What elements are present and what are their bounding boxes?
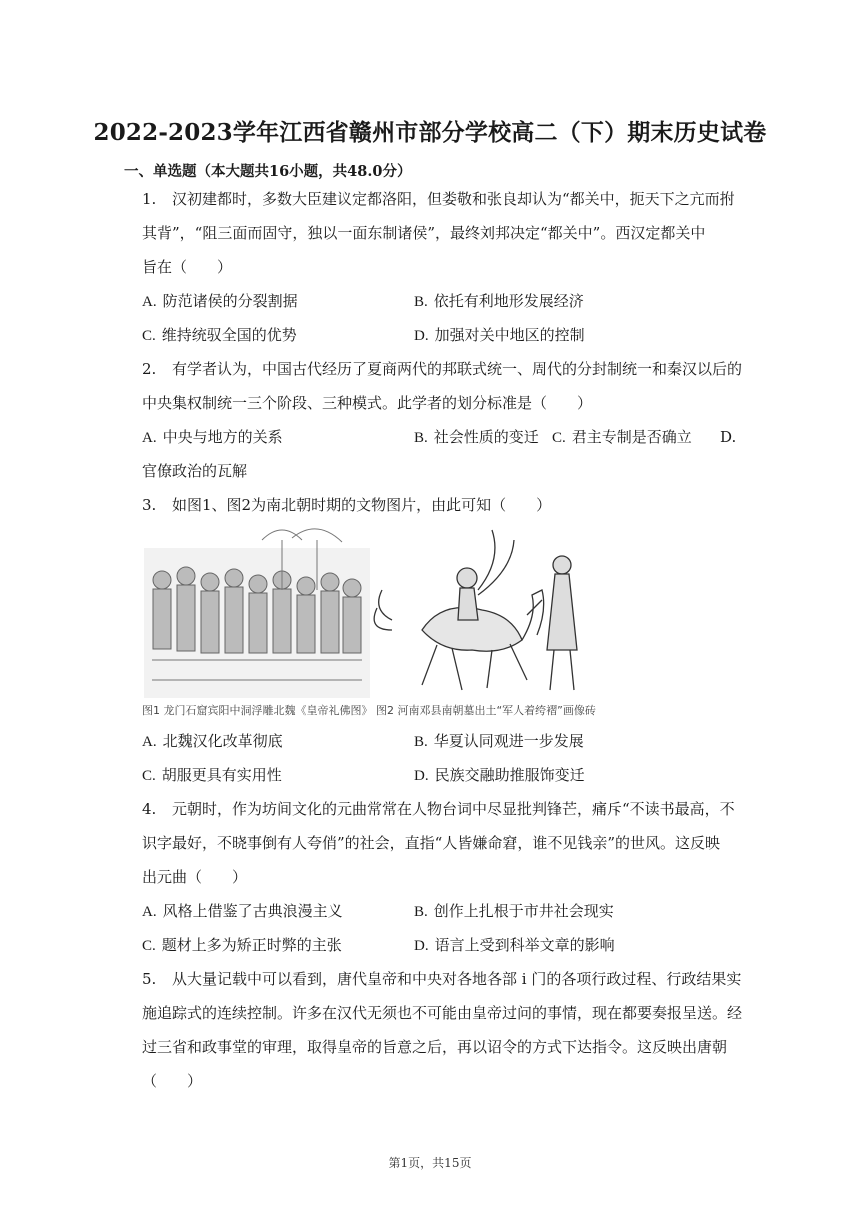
- question-5: [142, 962, 762, 1098]
- question-number: 1.: [142, 190, 157, 208]
- option-b[interactable]: B. 华夏认同观进一步发展: [414, 732, 584, 750]
- question-2: [142, 352, 762, 420]
- option-c[interactable]: C. 胡服更具有实用性: [142, 766, 282, 784]
- figure-2-relief: [374, 530, 577, 690]
- option-d[interactable]: D. 加强对关中地区的控制: [414, 326, 585, 344]
- question-text-line: （ ）: [142, 1072, 203, 1090]
- option-d[interactable]: D. 语言上受到科举文章的影响: [414, 936, 615, 954]
- question-number: 4.: [142, 800, 157, 818]
- question-number: 3.: [142, 496, 157, 514]
- question-3-options: [142, 724, 762, 792]
- question-4: [142, 792, 762, 894]
- question-number: 5.: [142, 970, 157, 988]
- page-footer: 第1页，共15页: [388, 1156, 472, 1170]
- question-4-options: [142, 894, 762, 962]
- relief-figures-image: [142, 520, 602, 720]
- question-text-line: 汉初建都时，多数大臣建议定都洛阳，但娄敬和张良却认为“都关中，扼天下之亢而拊: [172, 190, 735, 208]
- option-a[interactable]: A. 风格上借鉴了古典浪漫主义: [142, 902, 343, 920]
- option-a[interactable]: A. 北魏汉化改革彻底: [142, 732, 283, 750]
- question-text-line: 出元曲（ ）: [142, 868, 248, 886]
- option-d[interactable]: D. 民族交融助推服饰变迁: [414, 766, 585, 784]
- question-text-line: 识字最好，不晓事倒有人夸俏”的社会，直指“人皆嫌命窘，谁不见钱亲”的世风。这反映: [142, 834, 721, 852]
- option-a[interactable]: A. 防范诸侯的分裂割据: [142, 292, 298, 310]
- question-1: [142, 182, 762, 284]
- question-text-line: 从大量记载中可以看到，唐代皇帝和中央对各地各部 i 门的各项行政过程、行政结果实: [172, 970, 742, 988]
- option-d-label[interactable]: D.: [720, 428, 737, 446]
- question-1-options: [142, 284, 762, 352]
- question-2-options: [142, 420, 762, 488]
- question-text-line: 元朝时，作为坊间文化的元曲常常在人物台词中尽显批判锋芒，痛斥“不读书最高，不: [172, 800, 735, 818]
- question-text-line: 旨在（ ）: [142, 258, 233, 276]
- option-b[interactable]: B. 依托有利地形发展经济: [414, 292, 584, 310]
- question-text-line: 有学者认为，中国古代经历了夏商两代的邦联式统一、周代的分封制统一和秦汉以后的: [172, 360, 743, 378]
- question-text-line: 中央集权制统一三个阶段、三种模式。此学者的划分标准是（ ）: [142, 394, 593, 412]
- option-c[interactable]: C. 君主专制是否确立: [552, 428, 692, 446]
- figure-caption: 图1 龙门石窟宾阳中洞浮雕北魏《皇帝礼佛图》 图2 河南邓县南朝墓出土“军人着绔褶”画像砖: [142, 704, 596, 717]
- question-text-line: 施追踪式的连续控制。许多在汉代无须也不可能由皇帝过问的事情，现在都要奏报呈送。经: [142, 1004, 743, 1022]
- option-b[interactable]: B. 社会性质的变迁: [414, 428, 539, 446]
- option-d-text[interactable]: 官僚政治的瓦解: [142, 462, 248, 480]
- section-heading: 一、单选题（本大题共16小题，共48.0分）: [124, 163, 412, 180]
- option-a[interactable]: A. 中央与地方的关系: [142, 428, 283, 446]
- exam-title: 2022-2023学年江西省赣州市部分学校高二（下）期末历史试卷: [93, 119, 767, 146]
- figure-1-relief: [144, 529, 370, 698]
- question-3: [142, 488, 762, 522]
- question-text-line: 如图1、图2为南北朝时期的文物图片，由此可知（ ）: [172, 496, 552, 514]
- option-b[interactable]: B. 创作上扎根于市井社会现实: [414, 902, 614, 920]
- question-number: 2.: [142, 360, 157, 378]
- option-c[interactable]: C. 维持统驭全国的优势: [142, 326, 297, 344]
- option-c[interactable]: C. 题材上多为矫正时弊的主张: [142, 936, 342, 954]
- question-text-line: 过三省和政事堂的审理，取得皇帝的旨意之后，再以诏令的方式下达指令。这反映出唐朝: [142, 1038, 728, 1056]
- question-text-line: 其背”，“阻三面而固守，独以一面东制诸侯”，最终刘邦决定“都关中”。西汉定都关中: [142, 224, 706, 242]
